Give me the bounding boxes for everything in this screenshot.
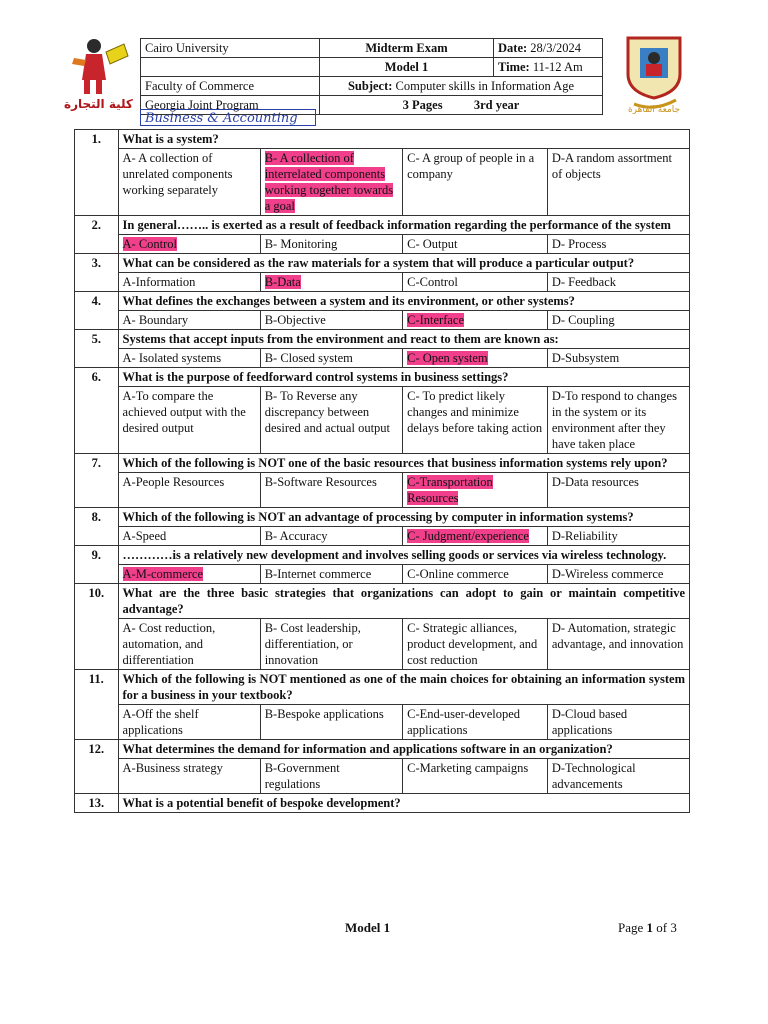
page-number: Page 1 of 3: [618, 920, 677, 935]
answer-text: A- A collection of unrelated components working separately: [122, 151, 233, 197]
faculty-logo-text: كلية التجارة: [64, 97, 133, 111]
answer-option: [118, 311, 260, 330]
answer-text: A-People Resources: [122, 475, 225, 489]
answer-text: B-Government regulations: [264, 761, 340, 791]
answer-option: [118, 149, 260, 216]
answer-option: [547, 759, 689, 794]
answer-text: C-Marketing campaigns: [407, 761, 529, 775]
answer-option: [260, 387, 402, 454]
answer-option: [118, 235, 260, 254]
answer-option: [118, 619, 260, 670]
faculty-name: Faculty of Commerce: [141, 77, 320, 96]
answer-text: D-Reliability: [551, 529, 618, 543]
answer-option: [547, 473, 689, 508]
answer-text: A-Off the shelf applications: [122, 707, 199, 737]
question-number: 10.: [75, 584, 119, 670]
handwritten-department-note: Business & Accounting: [140, 109, 316, 126]
question-number: 13.: [75, 794, 119, 813]
answer-text: A- Isolated systems: [122, 351, 222, 365]
answer-text: A-To compare the achieved output with the desired output: [122, 389, 246, 435]
highlighted-answer-text: A- Control: [122, 237, 178, 251]
answer-option: [547, 527, 689, 546]
question-number: 11.: [75, 670, 119, 740]
program-name: Georgia Joint Program: [141, 96, 320, 115]
question-text: Which of the following is NOT an advantage of processing by computer in information systems?: [118, 508, 689, 527]
exam-header-table: [140, 38, 603, 115]
question-number: 4.: [75, 292, 119, 330]
highlighted-answer-text: B-Data: [264, 275, 301, 289]
answer-option: [403, 311, 548, 330]
answer-option: [118, 273, 260, 292]
answer-option: [403, 705, 548, 740]
answer-text: D-Cloud based applications: [551, 707, 628, 737]
answer-text: C- Output: [407, 237, 458, 251]
answer-option: [547, 235, 689, 254]
answer-text: A-Business strategy: [122, 761, 223, 775]
question-text: What defines the exchanges between a system and its environment, or other systems?: [118, 292, 689, 311]
exam-pages-year: 3 Pages 3rd year: [320, 96, 603, 115]
highlighted-answer-text: A-M-commerce: [122, 567, 204, 581]
answer-option: [547, 619, 689, 670]
answer-text: C- Strategic alliances, product development, and cost reduction: [407, 621, 538, 667]
answer-text: D- Process: [551, 237, 607, 251]
answer-text: B- Accuracy: [264, 529, 328, 543]
question-text: Which of the following is NOT one of the basic resources that business information systems rely upon?: [118, 454, 689, 473]
answer-text: B-Bespoke applications: [264, 707, 384, 721]
answer-option: [403, 273, 548, 292]
exam-model: Model 1: [320, 58, 494, 77]
answer-option: [260, 311, 402, 330]
question-number: 1.: [75, 130, 119, 216]
answer-text: D-Data resources: [551, 475, 639, 489]
question-text: …………is a relatively new development and involves selling goods or services via wireless technology.: [118, 546, 689, 565]
question-text: In general…….. is exerted as a result of feedback information regarding the performance of the system: [118, 216, 689, 235]
answer-option: [547, 565, 689, 584]
answer-option: [118, 349, 260, 368]
answer-text: D-A random assortment of objects: [551, 151, 672, 181]
question-number: 12.: [75, 740, 119, 794]
answer-text: D-Subsystem: [551, 351, 620, 365]
answer-text: B-Software Resources: [264, 475, 377, 489]
exam-date: Date: 28/3/2024: [494, 39, 603, 58]
question-number: 7.: [75, 454, 119, 508]
answer-text: C-End-user-developed applications: [407, 707, 521, 737]
answer-option: [547, 705, 689, 740]
highlighted-answer-text: C- Judgment/experience: [407, 529, 529, 543]
answer-option: [547, 273, 689, 292]
answer-option: [118, 473, 260, 508]
answer-option: [260, 759, 402, 794]
questions-table: [74, 129, 690, 813]
answer-text: D- Feedback: [551, 275, 617, 289]
answer-option: [260, 705, 402, 740]
answer-option: [403, 235, 548, 254]
answer-option: [260, 473, 402, 508]
answer-text: D-Wireless commerce: [551, 567, 664, 581]
answer-option: [260, 565, 402, 584]
question-number: 2.: [75, 216, 119, 254]
highlighted-answer-text: C-Transportation Resources: [407, 475, 493, 505]
answer-option: [118, 527, 260, 546]
answer-option: [260, 527, 402, 546]
answer-text: B- Monitoring: [264, 237, 338, 251]
answer-text: B- Closed system: [264, 351, 353, 365]
answer-option: [403, 759, 548, 794]
answer-text: A-Speed: [122, 529, 167, 543]
question-text: What can be considered as the raw materials for a system that will produce a particular output?: [118, 254, 689, 273]
cairo-university-logo: [620, 34, 688, 114]
answer-option: [118, 705, 260, 740]
answer-option: [260, 149, 402, 216]
answer-option: [260, 273, 402, 292]
exam-subject: Subject: Computer skills in Information Age: [320, 77, 603, 96]
answer-text: C- To predict likely changes and minimize delays before taking action: [407, 389, 543, 435]
question-number: 8.: [75, 508, 119, 546]
answer-option: [118, 565, 260, 584]
answer-option: [403, 619, 548, 670]
answer-option: [403, 473, 548, 508]
svg-text:جامعة القاهرة: جامعة القاهرة: [627, 105, 681, 114]
answer-option: [260, 349, 402, 368]
answer-option: [403, 527, 548, 546]
answer-option: [118, 387, 260, 454]
question-number: 9.: [75, 546, 119, 584]
question-text: Which of the following is NOT mentioned as one of the main choices for obtaining an information system for a business in your textbook?: [118, 670, 689, 705]
question-number: 3.: [75, 254, 119, 292]
answer-option: [547, 311, 689, 330]
answer-option: [118, 759, 260, 794]
answer-text: D-To respond to changes in the system or its environment after they have taken place: [551, 389, 677, 451]
answer-option: [403, 149, 548, 216]
question-number: 6.: [75, 368, 119, 454]
answer-text: B-Internet commerce: [264, 567, 372, 581]
answer-text: D-Technological advancements: [551, 761, 636, 791]
question-number: 5.: [75, 330, 119, 368]
answer-text: B- Cost leadership, differentiation, or innovation: [264, 621, 361, 667]
university-name: Cairo University: [141, 39, 320, 58]
answer-option: [547, 149, 689, 216]
answer-option: [547, 387, 689, 454]
answer-text: D- Automation, strategic advantage, and innovation: [551, 621, 684, 651]
exam-time: Time: 11-12 Am: [494, 58, 603, 77]
highlighted-answer-text: C- Open system: [407, 351, 488, 365]
answer-text: C-Online commerce: [407, 567, 509, 581]
answer-option: [403, 565, 548, 584]
answer-option: [403, 349, 548, 368]
footer-model: Model 1: [345, 920, 391, 935]
answer-text: D- Coupling: [551, 313, 615, 327]
answer-text: C- A group of people in a company: [407, 151, 535, 181]
exam-title: Midterm Exam: [320, 39, 494, 58]
answer-text: A-Information: [122, 275, 196, 289]
answer-option: [547, 349, 689, 368]
question-text: What determines the demand for information and applications software in an organization?: [118, 740, 689, 759]
question-text: What is a system?: [118, 130, 689, 149]
answer-text: B- To Reverse any discrepancy between desired and actual output: [264, 389, 391, 435]
answer-option: [403, 387, 548, 454]
answer-text: A- Boundary: [122, 313, 189, 327]
question-text: What is the purpose of feedforward control systems in business settings?: [118, 368, 689, 387]
question-text: What is a potential benefit of bespoke development?: [118, 794, 689, 813]
answer-option: [260, 235, 402, 254]
answer-text: B-Objective: [264, 313, 326, 327]
question-text: What are the three basic strategies that organizations can adopt to gain or maintain competitive advantage?: [118, 584, 689, 619]
question-text: Systems that accept inputs from the environment and react to them are known as:: [118, 330, 689, 349]
answer-option: [260, 619, 402, 670]
answer-text: C-Control: [407, 275, 458, 289]
highlighted-answer-text: C-Interface: [407, 313, 465, 327]
answer-text: A- Cost reduction, automation, and differentiation: [122, 621, 216, 667]
highlighted-answer-text: B- A collection of interrelated components working together towards a goal: [264, 151, 394, 213]
